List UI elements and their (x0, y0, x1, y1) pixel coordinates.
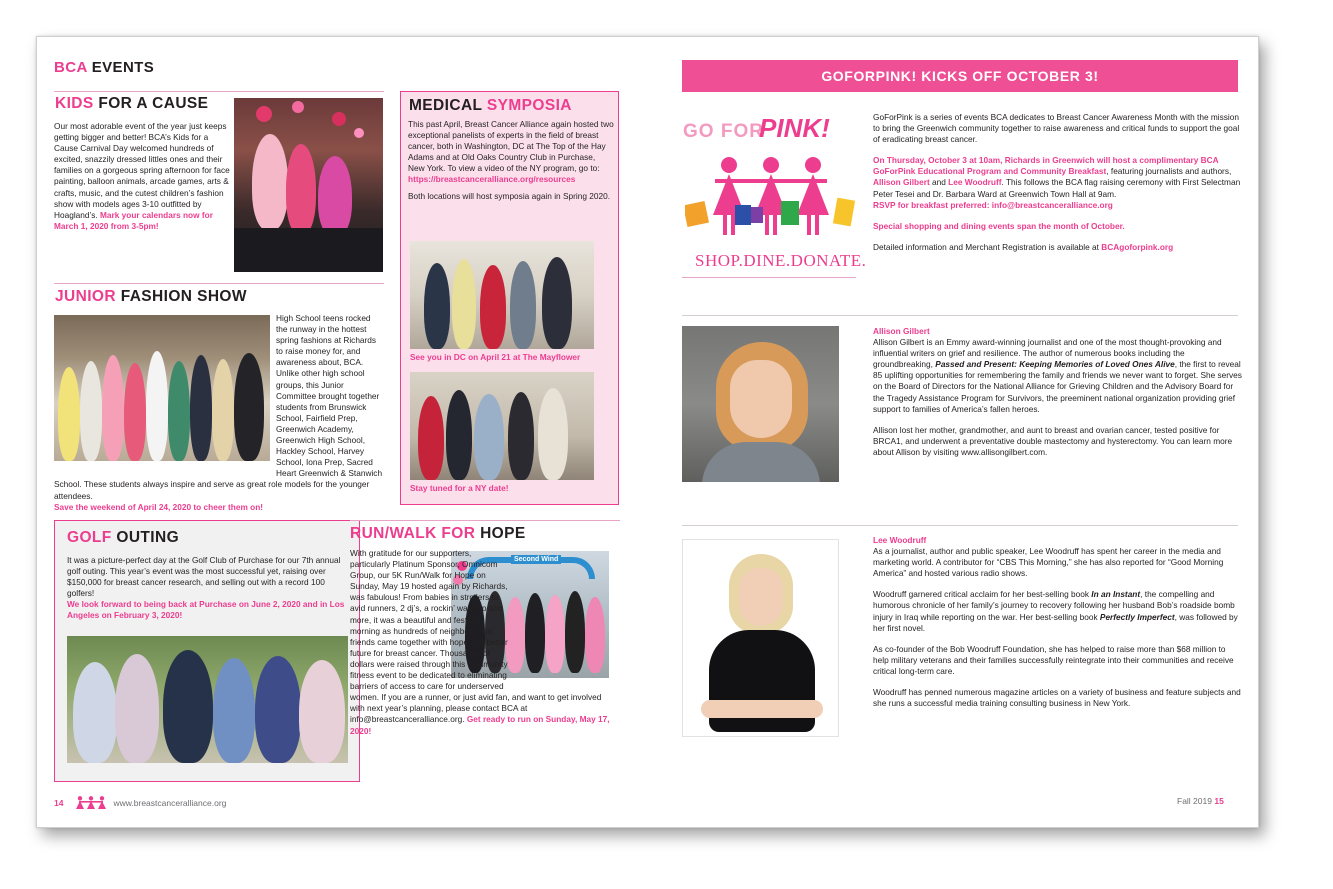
logo-pink: PINK! (759, 113, 830, 143)
allison-bio: Allison Gilbert Allison Gilbert is an Emmy award-winning journalist and one of the most thought-provoking and influential writers on grief and resilience. The author of numerous books including the groundbreaking, Passed and Present: Keeping Memories of Loved Ones Alive, the first to reveal 85 uplifting opportunities for remembering the family and friends we never want to forget. She serves on the Board of Directors for the National Alliance for Grieving Children and the Advisory Board for the Tragedy Assistance Program for Survivors, the preeminent national organization providing grief support to families of America’s fallen heroes. Allison lost her mother, grandmother, and aunt to breast and ovarian cancer, tested positive for BRCA1, and underwent a preventative double mastectomy and hysterectomy. You can learn more about Allison by visiting www.allisongilbert.com. (873, 326, 1242, 457)
divider (350, 520, 620, 521)
goforpink-text: GoForPink is a series of events BCA dedicates to Breast Cancer Awareness Month with the mission to bring the Greenwich community together to raise awareness and critical funds to support the goal of eradicating breast cancer. On Thursday, October 3 at 10am, Richards in Greenwich will host a complimentary BCA GoForPink Educational Program and Community Breakfast, featuring journalists and authors, Allison Gilbert and Lee Woodruff. This follows the BCA flag raising ceremony with First Selectman Peter Tesei and Dr. Barbara Ward at Greenwich Town Hall at 9am. RSVP for breakfast preferred: info@breastcanceralliance.org Special shopping and dining events span the month of October. Detailed information and Merchant Registration is available at BCAgoforpink.org (873, 112, 1241, 252)
symposia-ny-photo (410, 372, 594, 480)
issue-season: Fall 2019 (1177, 796, 1212, 806)
goforpink-logo (681, 111, 867, 274)
symposia-caption-1: See you in DC on April 21 at The Mayflower (410, 352, 581, 362)
junior-body: High School teens rocked the runway in the hottest spring fashions at Richards to raise money for, and awareness about, BCA. Unlike other high school groups, this Junior Committee brought together students from Brunswick School, Fairfield Prep, Greenwich Academy, Greenwich High School, Hackley School, Harvey School, Iona Prep, Sacred Heart Greenwich & Stanwich School. These students always inspire and serve as great role models for the younger attendees. Save the weekend of April 24, 2020 to cheer them on! (54, 313, 383, 512)
allison-name: Allison Gilbert (873, 326, 930, 336)
junior-highlight: Save the weekend of April 24, 2020 to cheer them on! (54, 501, 264, 512)
page-number: 15 (1214, 796, 1224, 806)
symposia-caption-2: Stay tuned for a NY date! (410, 483, 509, 493)
website-url[interactable]: www.breastcanceralliance.org (113, 797, 227, 808)
kids-heading: KIDS FOR A CAUSE (55, 95, 209, 112)
goforpink-banner: GOFORPINK! KICKS OFF OCTOBER 3! (682, 60, 1238, 92)
divider (682, 277, 856, 278)
lee-woodruff-portrait (682, 539, 839, 737)
golf-heading: GOLF OUTING (67, 529, 180, 546)
lee-bio: Lee Woodruff As a journalist, author and public speaker, Lee Woodruff has spent her career in the media and marketing world. A contributor for “CBS This Morning,” she has also reported for “Good Morning America” and hosted various radio shows. Woodruff garnered critical acclaim for her best-selling book In an Instant, the compelling and humorous chronicle of her family’s journey to recovery following her husband Bob’s roadside bomb injury in Iraq while reporting on the war. Her best-selling book Perfectly Imperfect, was followed by her first novel. As co-founder of the Bob Woodruff Foundation, she has helped to raise more than $68 million to help military veterans and their families successfully reintegrate into their communities and receive critical long-term care. Woodruff has penned numerous magazine articles on a variety of business and feature subjects and she runs a successful media training consulting business in New York. (873, 535, 1243, 709)
divider (682, 315, 1238, 316)
kids-body: Our most adorable event of the year just keeps getting bigger and better! BCA’s Kids for a Cause Carnival Day welcomed hundreds of excited, snazzily dressed littles ones and their families on a gorgeous spring afternoon for face painting, balloon animals, arcade games, arts & crafts, music, and the cutest children’s fashion show with models ages 3-10 outfitted by Hoagland’s. Mark your calendars now for March 1, 2020 from 3-5pm! (54, 121, 230, 231)
golf-body: It was a picture-perfect day at the Golf Club of Purchase for our 7th annual golf outing. This year’s event was the most successful yet, raising over $150,000 for breast cancer research, and selling out with a record 100 golfers! We look forward to being back at Purchase on June 2, 2020 and in Los Angeles on February 3, 2020! (67, 555, 349, 622)
logo-tagline: SHOP.DINE.DONATE. (695, 251, 867, 270)
symposia-heading: MEDICAL SYMPOSIA (409, 97, 572, 114)
golf-highlight: We look forward to being back at Purchase on June 2, 2020 and in Los Angeles on February 3, 2020! (67, 599, 345, 621)
lee-name: Lee Woodruff (873, 535, 927, 545)
divider (54, 91, 384, 92)
footer-left (54, 796, 226, 809)
run-body: With gratitude for our supporters, particularly Platinum Sponsor, Omnicom Group, our 5K Run/Walk for Hope on Sunday, May 19 hosted again by Richards, was fabulous! From babies in strollers to avid runners, 2 dj’s, a rockin’ warmup and more, it was a beautiful and festive morning as hundreds of neighbors and friends came together with hope of a better future for breast cancer. Thousands of dollars were raised through this community fitness event to be dedicated to eliminating barriers of access to care for underserved women. If you are a runner, or just avid fan, and want to get involved with next year’s planning, please contact BCA at info@breastcanceralliance.org. Get ready to run on Sunday, May 17, 2020! (350, 548, 610, 736)
junior-heading: JUNIOR FASHION SHOW (55, 288, 247, 305)
divider (54, 283, 384, 284)
shopping-women-icon (685, 155, 855, 241)
divider (682, 525, 1238, 526)
section-title: BCA EVENTS (54, 59, 155, 76)
kids-carnival-photo (234, 98, 383, 272)
run-heading: RUN/WALK FOR HOPE (350, 525, 526, 542)
footer-right (1177, 796, 1224, 806)
golf-group-photo (67, 636, 348, 763)
symposia-body: This past April, Breast Cancer Alliance again hosted two exceptional panelists of experts in the field of breast cancer, both in Washington, DC at The Top of the Hay Adams and at Old Oaks Country Club in Purchase, New York. To view a video of the NY program, go to: https://breastcanceralliance.org/resources Both locations will host symposia again in Spring 2020. (408, 119, 614, 201)
logo-go-for: GO FOR (683, 121, 764, 142)
magazine-spread (36, 36, 1259, 828)
people-logo-icon (75, 796, 107, 809)
second-wind-banner: Second Wind (511, 555, 561, 564)
allison-gilbert-portrait (682, 326, 839, 482)
goforpink-link[interactable]: BCAgoforpink.org (1101, 241, 1174, 252)
symposia-link[interactable]: https://breastcanceralliance.org/resources (408, 174, 576, 185)
page-number: 14 (54, 797, 64, 808)
symposia-dc-photo (410, 241, 594, 349)
